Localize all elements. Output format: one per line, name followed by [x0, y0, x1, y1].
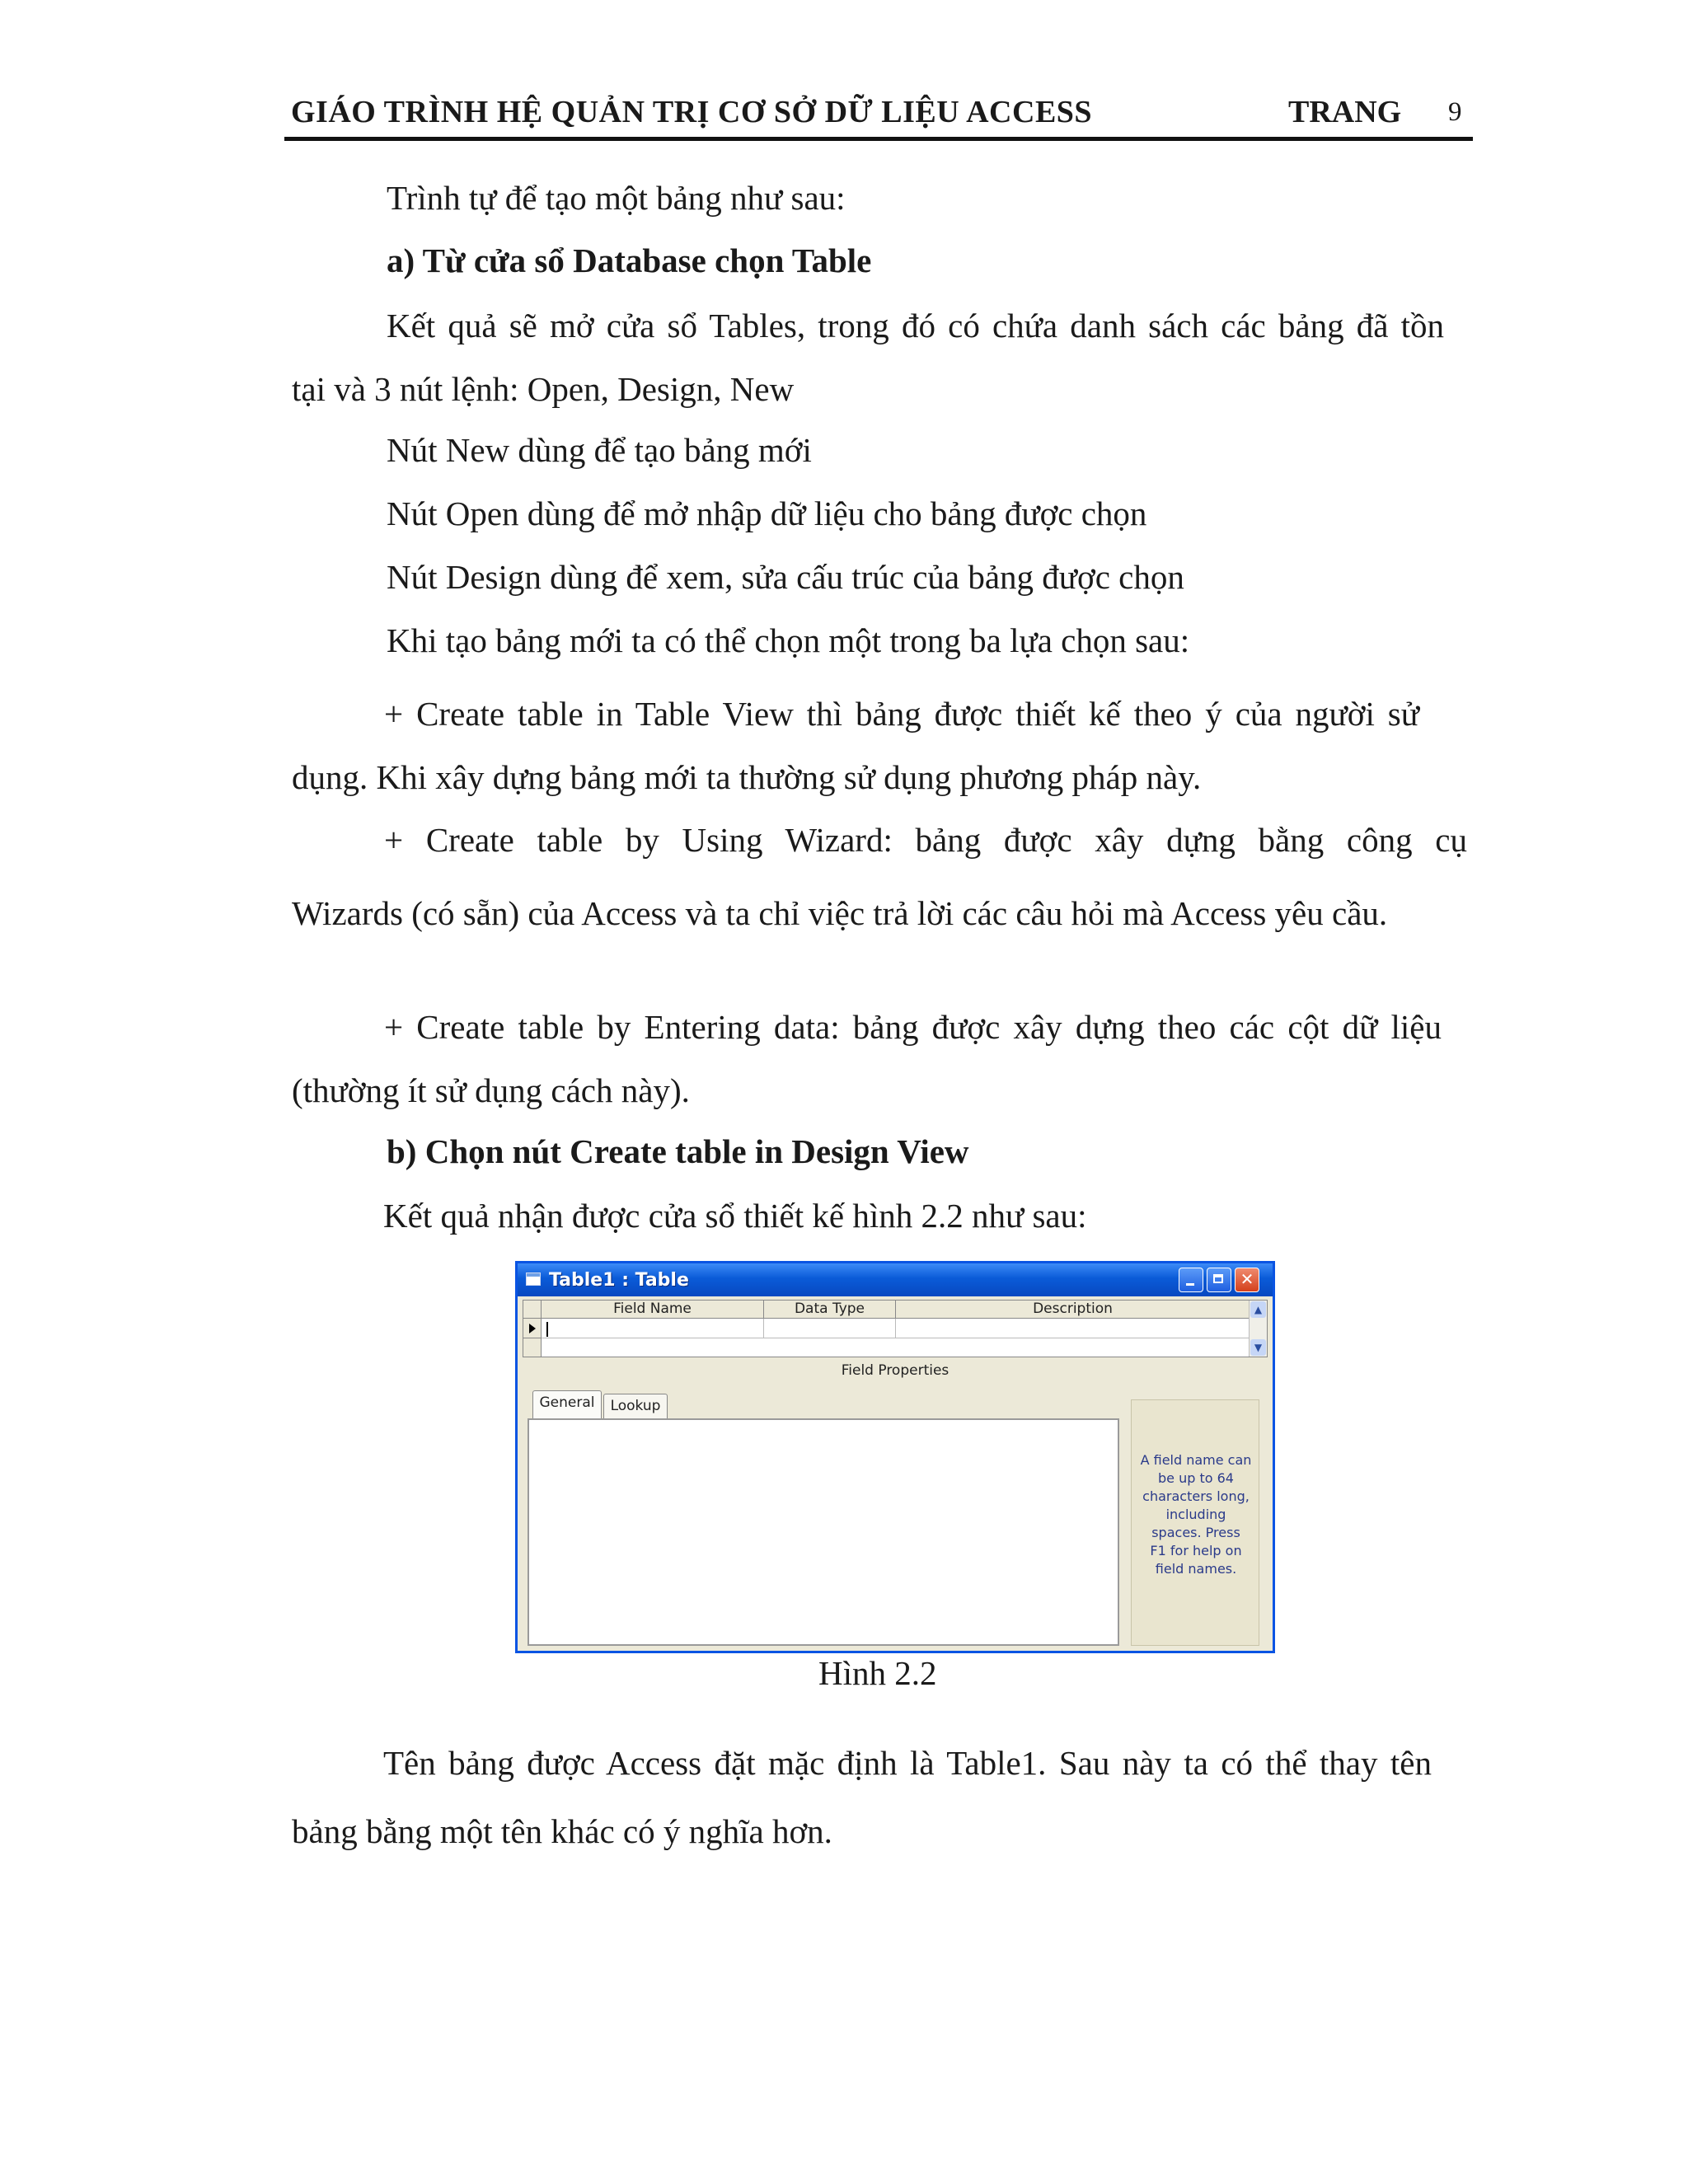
- intro-text: Trình tự để tạo một bảng như sau:: [387, 179, 846, 217]
- scroll-down-icon[interactable]: ▼: [1250, 1339, 1266, 1356]
- option-2-line-1: + Create table by Using Wizard: bảng được xây dựng bằng công cụ: [384, 821, 1467, 859]
- option-1-line-1: + Create table in Table View thì bảng được thiết kế theo ý của người sử: [384, 695, 1419, 733]
- help-line: F1 for help on: [1150, 1543, 1242, 1558]
- header-trang-label: TRANG: [1288, 95, 1402, 129]
- closing-line-1: Tên bảng được Access đặt mặc định là Table1. Sau này ta có thể thay tên: [383, 1744, 1432, 1782]
- column-header-data-type[interactable]: Data Type: [764, 1301, 896, 1319]
- row-selector-header: [523, 1301, 542, 1319]
- current-row-pointer-icon[interactable]: [523, 1319, 542, 1338]
- field-properties-label: Field Properties: [841, 1362, 950, 1379]
- help-line: including: [1165, 1507, 1226, 1522]
- page-number: 9: [1448, 97, 1462, 127]
- tab-lookup[interactable]: Lookup: [603, 1394, 668, 1418]
- help-line: spaces. Press: [1151, 1525, 1240, 1540]
- row-selector[interactable]: [523, 1338, 542, 1357]
- new-button-desc: Nút New dùng để tạo bảng mới: [387, 431, 812, 469]
- result-line-2: tại và 3 nút lệnh: Open, Design, New: [292, 370, 795, 408]
- closing-line-2: bảng bằng một tên khác có ý nghĩa hơn.: [292, 1812, 832, 1850]
- field-design-grid: [523, 1300, 1268, 1357]
- column-header-description[interactable]: Description: [896, 1301, 1250, 1319]
- result-line-1: Kết quả sẽ mở cửa sổ Tables, trong đó có chứa danh sách các bảng đã tồn: [387, 307, 1444, 344]
- text-cursor: [546, 1322, 548, 1337]
- step-a-heading: a) Từ cửa sổ Database chọn Table: [387, 241, 872, 279]
- help-text: [1135, 1451, 1257, 1578]
- minimize-button[interactable]: [1179, 1268, 1203, 1292]
- close-button[interactable]: ✕: [1235, 1268, 1259, 1292]
- header-title: GIÁO TRÌNH HỆ QUẢN TRỊ CƠ SỞ DỮ LIỆU ACCESS: [291, 95, 1093, 129]
- scroll-up-icon[interactable]: ▲: [1250, 1301, 1266, 1318]
- design-button-desc: Nút Design dùng để xem, sửa cấu trúc của bảng được chọn: [387, 558, 1184, 596]
- table-window-icon: [526, 1272, 541, 1286]
- option-1-line-2: dụng. Khi xây dựng bảng mới ta thường sử dụng phương pháp này.: [292, 758, 1202, 796]
- result-b-text: Kết quả nhận được cửa sổ thiết kế hình 2.2 như sau:: [383, 1197, 1087, 1235]
- choices-intro: Khi tạo bảng mới ta có thể chọn một trong ba lựa chọn sau:: [387, 621, 1190, 659]
- page-header: [284, 89, 1473, 141]
- description-cell[interactable]: [896, 1319, 1250, 1338]
- option-3-line-2: (thường ít sử dụng cách này).: [292, 1071, 690, 1109]
- field-properties-panel: [528, 1418, 1119, 1646]
- window-title-bar: [518, 1263, 1273, 1296]
- open-button-desc: Nút Open dùng để mở nhập dữ liệu cho bảng được chọn: [387, 494, 1147, 532]
- option-2-line-2: Wizards (có sẵn) của Access và ta chỉ việc trả lời các câu hỏi mà Access yêu cầu.: [292, 894, 1388, 932]
- column-header-field-name[interactable]: Field Name: [542, 1301, 764, 1319]
- figure-caption: Hình 2.2: [818, 1654, 937, 1692]
- maximize-button[interactable]: [1207, 1268, 1231, 1292]
- grid-vertical-scrollbar[interactable]: [1249, 1301, 1267, 1357]
- data-type-cell[interactable]: [764, 1319, 896, 1338]
- help-line: A field name can: [1140, 1452, 1252, 1468]
- help-line: be up to 64: [1158, 1470, 1234, 1486]
- step-b-heading: b) Chọn nút Create table in Design View: [387, 1132, 969, 1170]
- option-3-line-1: + Create table by Entering data: bảng được xây dựng theo các cột dữ liệu: [384, 1008, 1442, 1046]
- field-name-cell[interactable]: [542, 1319, 764, 1338]
- access-table-design-window: [515, 1261, 1275, 1653]
- window-title: Table1 : Table: [549, 1270, 689, 1291]
- help-line: characters long,: [1142, 1488, 1250, 1504]
- help-line: field names.: [1155, 1561, 1237, 1577]
- help-panel: [1131, 1399, 1259, 1646]
- tab-general[interactable]: General: [532, 1390, 602, 1418]
